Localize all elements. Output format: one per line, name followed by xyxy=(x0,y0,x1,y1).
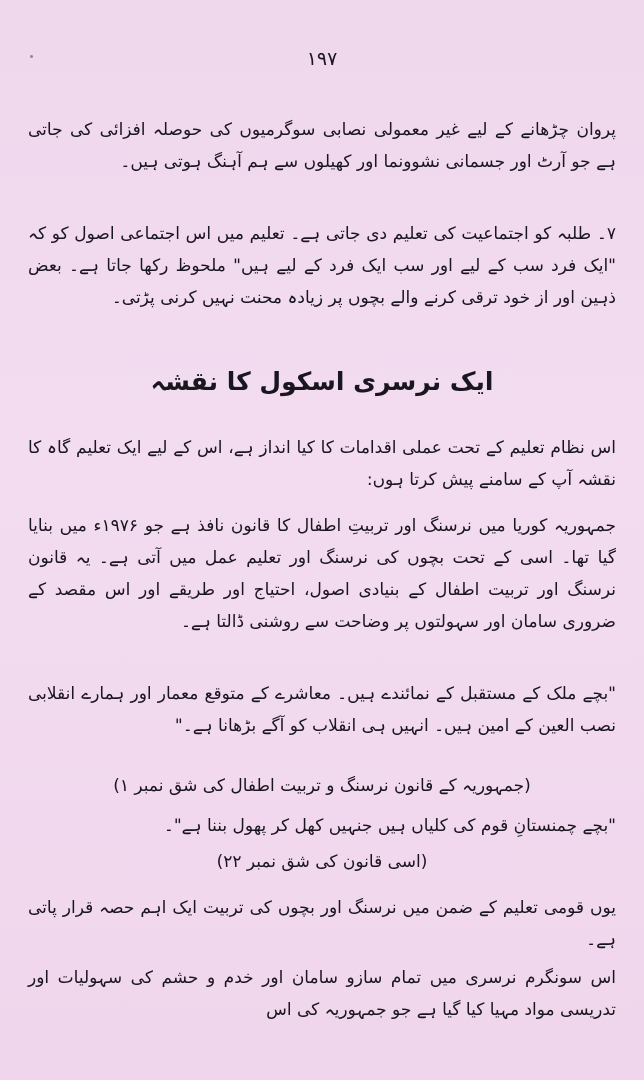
citation-2: (اسی قانون کی شق نمبر ۲۲) xyxy=(216,852,428,872)
quote-2: "بچے چمنستانِ قوم کی کلیاں ہیں جنہیں کھل کر پھول بننا ہے"۔ xyxy=(163,816,616,836)
intro-paragraph: اس نظام تعلیم کے تحت عملی اقدامات کا کیا انداز ہے، اس کے لیے ایک تعلیم گاہ کا نقشہ آپ کے سامنے پیش کرتا ہوں: xyxy=(28,438,616,490)
quote-1: "بچے ملک کے مستقبل کے نمائندے ہیں۔ معاشرے کے متوقع معمار اور ہمارے انقلابی نصب العین کے امین ہیں۔ انہیں ہی انقلاب کو آگے بڑھانا ہے۔" xyxy=(28,684,616,736)
national-education-paragraph: یوں قومی تعلیم کے ضمن میں نرسنگ اور بچوں کی تربیت ایک اہم حصہ قرار پاتی ہے۔ xyxy=(28,898,616,950)
paragraph-point-7: ۷۔ طلبہ کو اجتماعیت کی تعلیم دی جاتی ہے۔ تعلیم میں اس اجتماعی اصول کو کہ "ایک فرد سب کے لیے اور سب ایک فرد کے لیے ہیں" ملحوظ رکھا جاتا ہے۔ بعض ذہین اور از خود ترقی کرنے والے بچوں پر زیادہ محنت نہیں کرنی پڑتی۔ xyxy=(28,224,616,308)
korea-law-paragraph: جمہوریہ کوریا میں نرسنگ اور تربیتِ اطفال کا قانون نافذ ہے جو ۱۹۷۶ء میں بنایا گیا تھا۔ اسی کے تحت بچوں کی نرسنگ اور تعلیم عمل میں آتی ہے۔ یہ قانون نرسنگ اور تربیت اطفال کے بنیادی اصول، احتیاج اور طریقے اور اس مقصد کے ضروری سامان اور سہولتوں پر وضاحت سے روشنی ڈالتا ہے۔ xyxy=(28,516,616,632)
citation-1: (جمہوریہ کے قانون نرسنگ و تربیت اطفال کی شق نمبر ۱) xyxy=(113,776,531,796)
section-heading: ایک نرسری اسکول کا نقشہ xyxy=(150,367,494,396)
paper-speck xyxy=(30,55,33,58)
paragraph-continuation: پروان چڑھانے کے لیے غیر معمولی نصابی سوگرمیوں کی حوصلہ افزائی کی جاتی ہے جو آرٹ اور جسمانی نشوونما اور کھیلوں سے ہم آہنگ ہوتی ہیں۔ xyxy=(28,120,616,172)
nursery-facilities-paragraph: اس سونگرم نرسری میں تمام سازو سامان اور خدم و حشم کی سہولیات اور تدریسی مواد مہیا کیا گیا ہے جو جمہوریہ کی اس xyxy=(28,968,616,1020)
page-number: ۱۹۷ xyxy=(306,48,338,70)
